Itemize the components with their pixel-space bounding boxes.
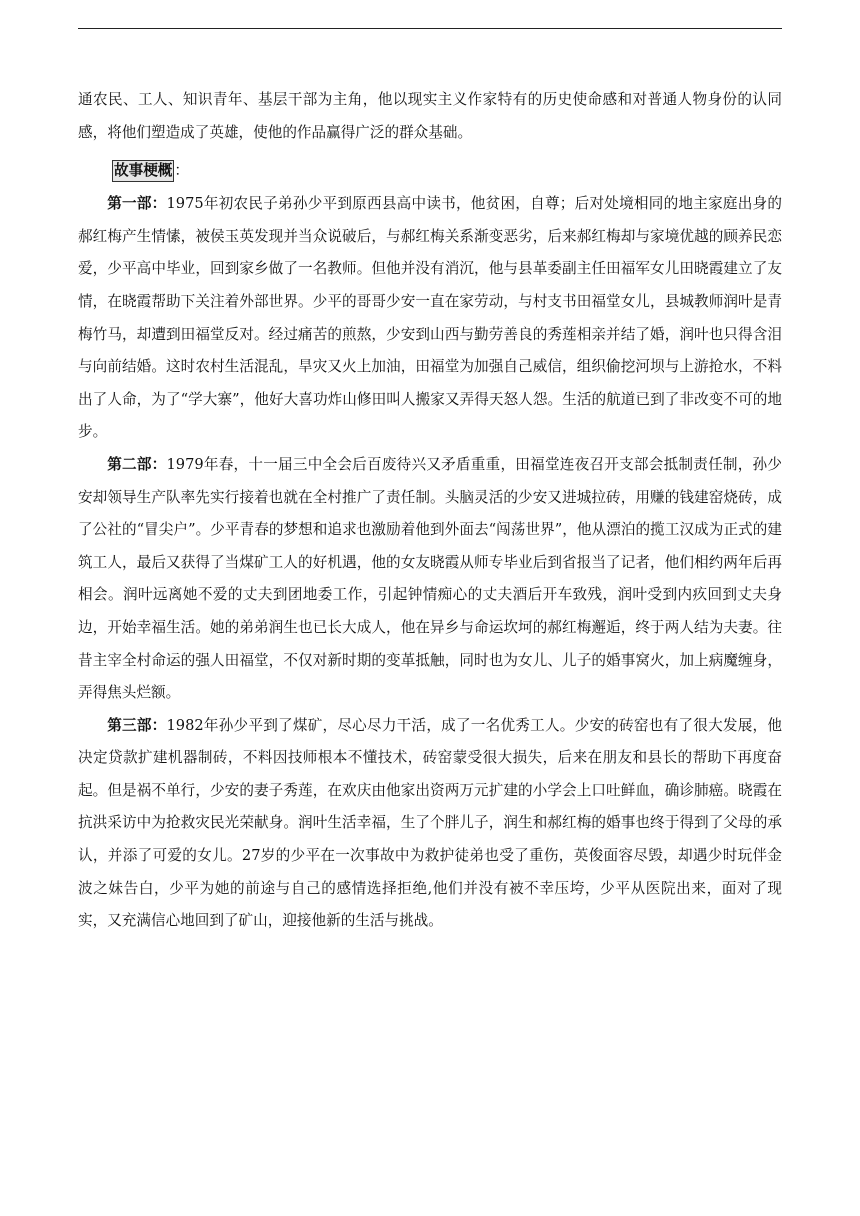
- part-two-label: 第二部：: [107, 455, 167, 473]
- document-body: [78, 84, 782, 938]
- header-rule: [78, 28, 782, 29]
- part-three-paragraph: [78, 710, 782, 938]
- synopsis-heading-colon: ：: [174, 162, 189, 180]
- part-two-paragraph: [78, 449, 782, 710]
- intro-paragraph: 通农民、工人、知识青年、基层干部为主角，他以现实主义作家特有的历史使命感和对普通人物身份的认同感，将他们塑造成了英雄，使他的作品赢得广泛的群众基础。: [78, 91, 782, 141]
- part-three-label: 第三部：: [107, 716, 167, 734]
- part-one-label: 第一部：: [107, 195, 167, 213]
- part-two-text: 1979年春，十一届三中全会后百废待兴又矛盾重重，田福堂连夜召开支部会抵制责任制，孙少安却领导生产队率先实行接着也就在全村推广了责任制。头脑灵活的少安又进城拉砖，用赚的钱建窑烧砖，成了公社的“冒尖户”。少平青春的梦想和追求也激励着他到外面去“闯荡世界”，他从漂泊的揽工汉成为正式的建筑工人，最后又获得了当煤矿工人的好机遇，他的女友晓霞从师专毕业后到省报当了记者，他们相约两年后再相会。润叶远离她不爱的丈夫到团地委工作，引起钟情痴心的丈夫酒后开车致残，润叶受到内疚回到丈夫身边，开始幸福生活。她的弟弟润生也已长大成人，他在异乡与命运坎坷的郝红梅邂逅，终于两人结为夫妻。往昔主宰全村命运的强人田福堂，不仅对新时期的变革抵触，同时也为女儿、儿子的婚事窝火，加上病魔缠身，弄得焦头烂额。: [78, 455, 782, 702]
- synopsis-heading: 故事梗概: [112, 160, 174, 182]
- part-one-paragraph: [78, 188, 782, 449]
- synopsis-heading-line: [78, 156, 782, 186]
- part-one-text: 1975年初农民子弟孙少平到原西县高中读书，他贫困，自尊；后对处境相同的地主家庭出身的郝红梅产生情愫，被侯玉英发现并当众说破后，与郝红梅关系渐变恶劣，后来郝红梅却与家境优越的顾养民恋爱，少平高中毕业，回到家乡做了一名教师。但他并没有消沉，他与县革委副主任田福军女儿田晓霞建立了友情，在晓霞帮助下关注着外部世界。少平的哥哥少安一直在家劳动，与村支书田福堂女儿，县城教师润叶是青梅竹马，却遭到田福堂反对。经过痛苦的煎熬，少安到山西与勤劳善良的秀莲相亲并结了婚，润叶也只得含泪与向前结婚。这时农村生活混乱，旱灾又火上加油，田福堂为加强自己威信，组织偷挖河坝与上游抢水，不料出了人命，为了“学大寨”，他好大喜功炸山修田叫人搬家又弄得天怒人怨。生活的航道已到了非改变不可的地步。: [78, 195, 782, 441]
- part-three-text: 1982年孙少平到了煤矿，尽心尽力干活，成了一名优秀工人。少安的砖窑也有了很大发展，他决定贷款扩建机器制砖，不料因技师根本不懂技术，砖窑蒙受很大损失，后来在朋友和县长的帮助下再度奋起。但是祸不单行，少安的妻子秀莲，在欢庆由他家出资两万元扩建的小学会上口吐鲜血，确诊肺癌。晓霞在抗洪采访中为抢救灾民光荣献身。润叶生活幸福，生了个胖儿子，润生和郝红梅的婚事也终于得到了父母的承认，并添了可爱的女儿。27岁的少平在一次事故中为救护徒弟也受了重伤，英俊面容尽毁，却遇少时玩伴金波之妹告白，少平为她的前途与自己的感情选择拒绝,他们并没有被不幸压垮，少平从医院出来，面对了现实，又充满信心地回到了矿山，迎接他新的生活与挑战。: [78, 716, 782, 930]
